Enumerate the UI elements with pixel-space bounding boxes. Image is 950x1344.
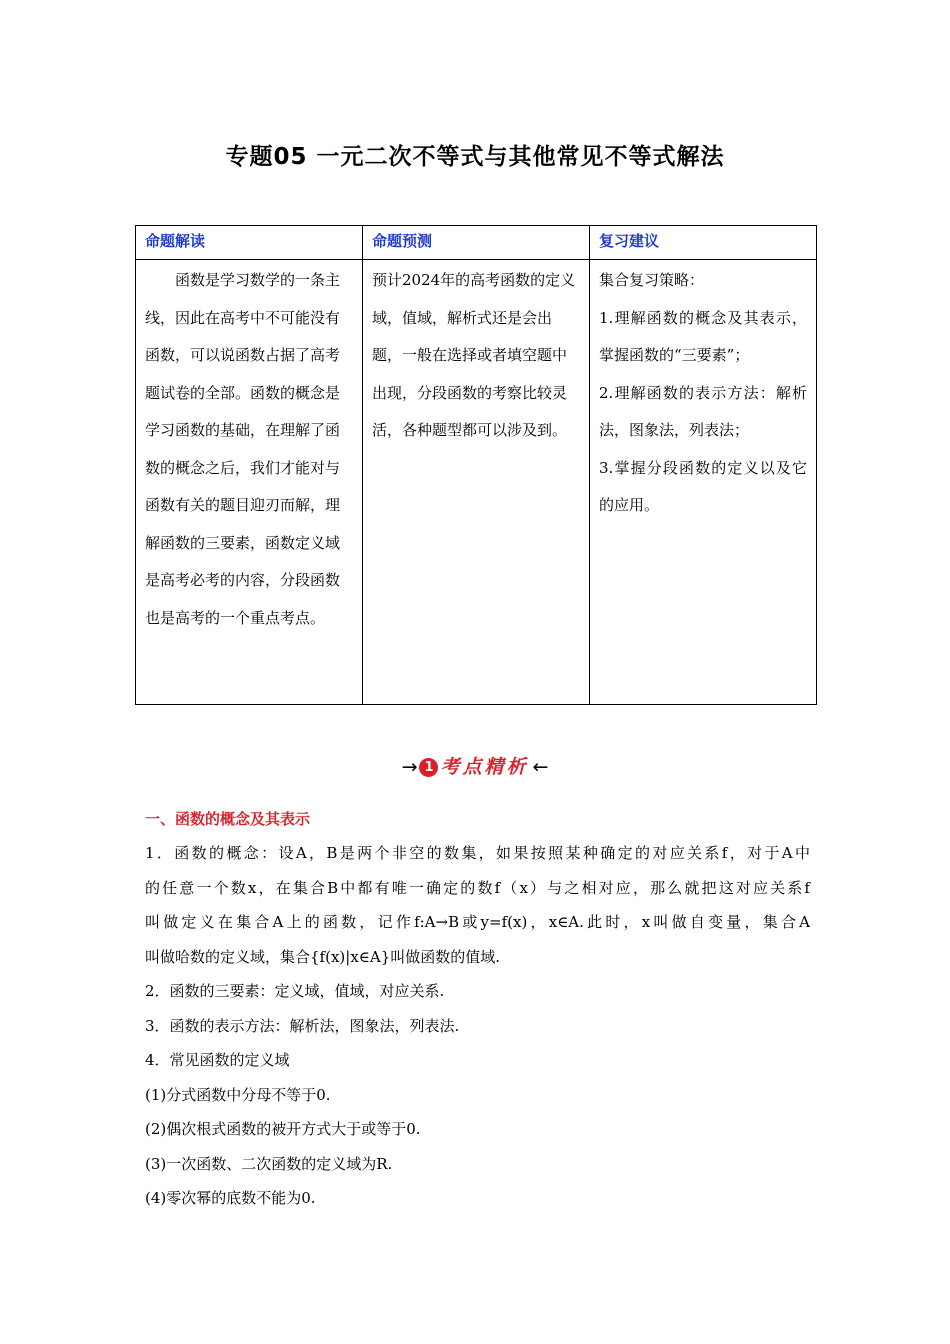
advice-line: 2.理解函数的表示方法：解析法，图象法，列表法；	[599, 383, 807, 439]
page-title: 专题05 一元二次不等式与其他常见不等式解法	[225, 144, 725, 170]
list-item: (3)一次函数、二次函数的定义域为R.	[145, 1154, 393, 1173]
paragraph-line: 1．函数的概念：设A，B是两个非空的数集，如果按照某种确定的对应关系f，对于A中	[145, 844, 810, 862]
number-badge: 1	[419, 758, 438, 777]
paragraph-line: 的任意一个数x，在集合B中都有唯一确定的数f（x）与之相对应，那么就把这对应关系f	[145, 878, 810, 897]
definition-paragraph	[145, 836, 810, 974]
arrow-right-icon: →	[401, 756, 418, 778]
table-header-row	[136, 226, 817, 260]
cell-interpretation: 函数是学习数学的一条主线，因此在高考中不可能没有函数，可以说函数占据了高考题试卷的全部。函数的概念是学习函数的基础，在理解了函数的概念之后，我们才能对与函数有关的题目迎刃而解，理解函数的三要素，函数定义域是高考必考的内容，分段函数也是高考的一个重点考点。	[136, 260, 363, 705]
list-item: (2)偶次根式函数的被开方式大于或等于0.	[145, 1120, 421, 1138]
content-body	[145, 806, 810, 1216]
header-fuxi-jianyi: 复习建议	[590, 226, 817, 260]
list-item: 3．函数的表示方法：解析法，图象法，列表法.	[145, 1016, 460, 1035]
cell-review-advice	[590, 260, 817, 705]
list-item: 4．常见函数的定义域	[145, 1051, 290, 1069]
arrow-left-icon: ←	[532, 756, 549, 778]
subheading: 一、函数的概念及其表示	[145, 810, 311, 828]
advice-line: 3.掌握分段函数的定义以及它的应用。	[599, 458, 807, 514]
advice-line: 1.理解函数的概念及其表示，掌握函数的“三要素”；	[599, 308, 807, 364]
header-mingti-yuce: 命题预测	[363, 226, 590, 260]
list-item: 2．函数的三要素：定义域，值域，对应关系.	[145, 982, 445, 1000]
advice-line: 集合复习策略：	[599, 271, 705, 289]
section-label: 考点精析	[440, 756, 529, 778]
info-table	[135, 225, 817, 705]
table-body-row	[136, 260, 817, 705]
cell-prediction: 预计2024年的高考函数的定义域，值域，解析式还是会出题，一般在选择或者填空题中出现，分段函数的考察比较灵活，各种题型都可以涉及到。	[363, 260, 590, 705]
list-item: (1)分式函数中分母不等于0.	[145, 1085, 331, 1104]
section-heading	[0, 752, 950, 779]
paragraph-line: 叫做哈数的定义域，集合{f(x)|x∈A}叫做函数的值域.	[145, 947, 501, 966]
paragraph-line: 叫做定义在集合A上的函数，记作f:A→B或y=f(x)，x∈A.此时，x叫做自变量，集合A	[145, 913, 810, 931]
header-mingti-jiedu: 命题解读	[136, 226, 363, 260]
list-item: (4)零次幂的底数不能为0.	[145, 1189, 316, 1207]
